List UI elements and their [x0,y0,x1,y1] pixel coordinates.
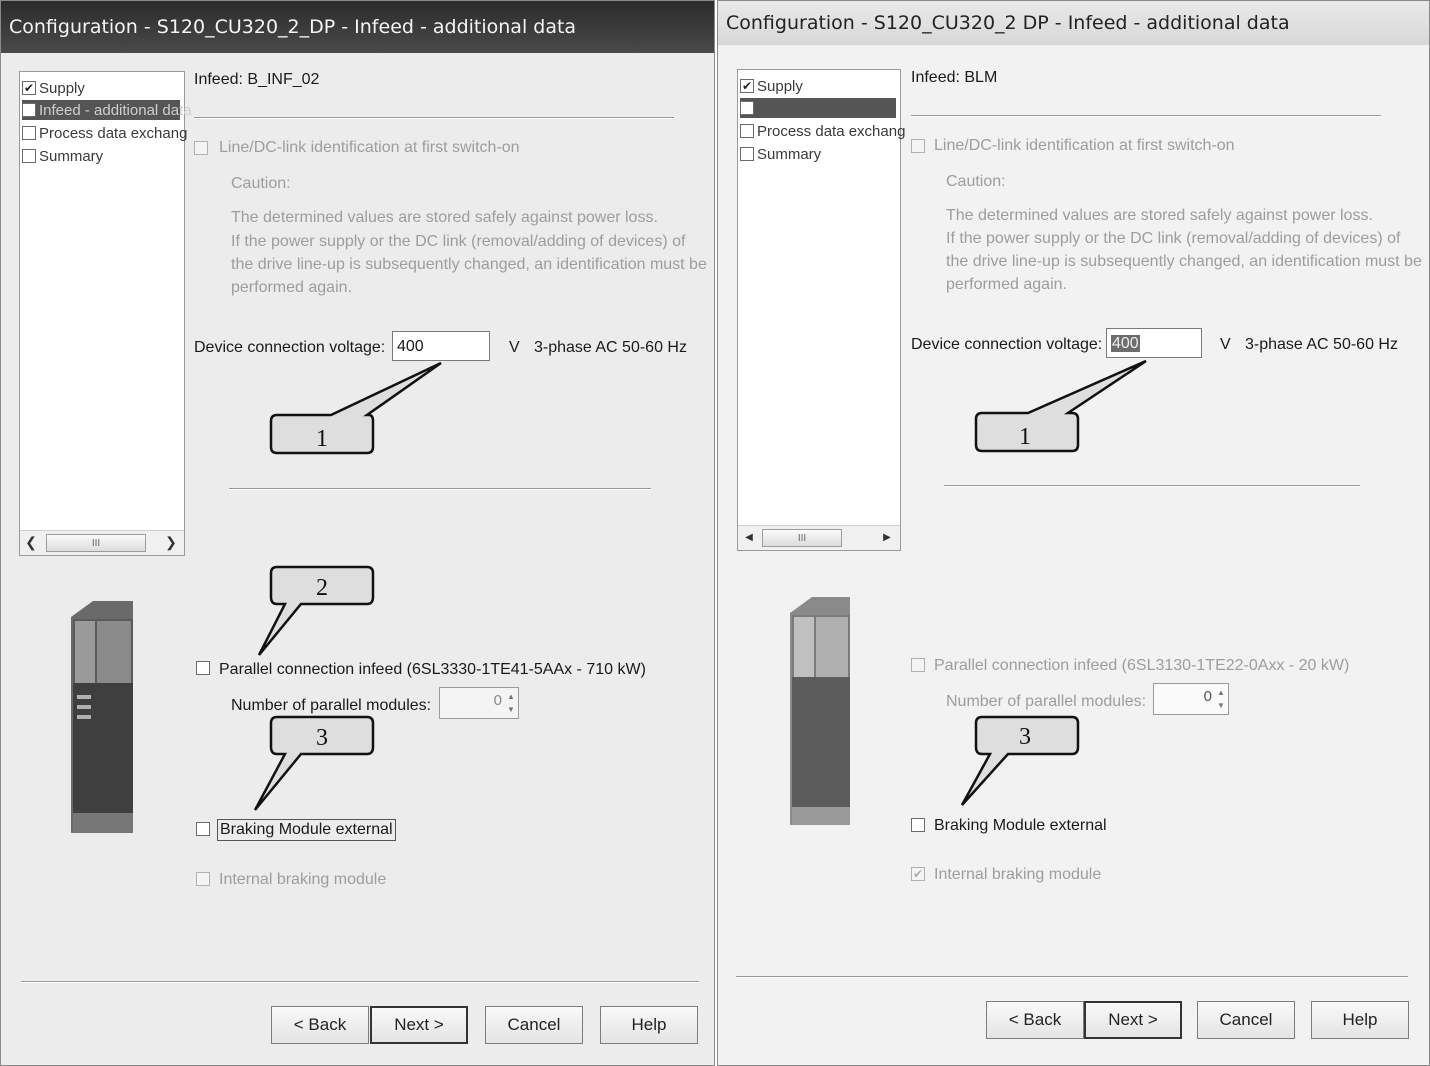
voltage-unit: V [509,339,520,356]
parallel-modules-label: Number of parallel modules: [231,697,432,714]
parallel-connection-label: Parallel connection infeed (6SL3330-1TE41-5AAx - 710 kW) [219,661,646,678]
infeed-name-label: Infeed: B_INF_02 [194,71,320,88]
next-button[interactable]: Next > [370,1006,468,1044]
braking-module-external-checkbox[interactable] [911,818,925,832]
internal-braking-label: Internal braking module [934,866,1102,883]
caution-text-line: If the power supply or the DC link (removal/adding of devices) of [231,233,686,250]
infeed-name-label: Infeed: BLM [911,69,998,86]
parallel-modules-spinner[interactable] [1153,683,1229,715]
callout-number: 2 [316,575,328,601]
callout-overlay [718,1,1430,1066]
divider [21,981,699,982]
caution-text-line: the drive line-up is subsequently changed, an identification must be [946,253,1422,270]
callout-1 [976,361,1146,451]
callout-overlay [1,1,715,1066]
divider [736,976,1408,977]
caution-text-line: the drive line-up is subsequently changed, an identification must be [231,256,707,273]
tree-item-label: Process data exchang [39,124,188,142]
voltage-unit: V [1220,336,1231,353]
tree-item-label: Summary [39,147,104,165]
caution-label: Caution: [946,173,1006,190]
parallel-connection-label: Parallel connection infeed (6SL3130-1TE22-0Axx - 20 kW) [934,657,1350,674]
cancel-button[interactable]: Cancel [485,1006,583,1044]
scroll-left-icon[interactable]: ◀ [745,531,753,543]
callout-number: 3 [1019,724,1031,750]
checkbox-supply[interactable]: ✔ [23,81,35,95]
callout-number: 3 [316,725,328,751]
parallel-connection-checkbox[interactable] [911,658,925,672]
callout-number: 1 [1019,424,1031,450]
config-dialog-right [717,0,1430,1066]
parallel-modules-spinner[interactable] [439,687,519,719]
caution-label: Caution: [231,175,291,192]
window-title: Configuration - S120_CU320_2 DP - Infeed - additional data [726,12,1290,34]
help-button[interactable]: Help [1311,1001,1409,1039]
infeed-module-image [63,597,137,841]
internal-braking-label: Internal braking module [219,871,387,888]
help-button[interactable]: Help [600,1006,698,1044]
braking-module-external-checkbox[interactable] [196,822,210,836]
scroll-left-icon[interactable]: ❮ [25,533,37,550]
callout-number: 1 [316,426,328,452]
internal-braking-checkbox[interactable]: ✔ [912,867,924,881]
scroll-thumb[interactable]: III [46,534,146,552]
spin-down-icon[interactable]: ▼ [1217,700,1225,710]
checkbox-supply[interactable]: ✔ [741,79,753,93]
tree-item-label: Process data exchang [757,122,906,140]
voltage-label: Device connection voltage: [194,339,386,356]
tree-item-label: Summary [757,145,822,163]
parallel-modules-label: Number of parallel modules: [946,693,1147,710]
spin-up-icon[interactable]: ▲ [1217,687,1225,697]
tree-item-label: Supply [39,79,85,97]
scroll-thumb[interactable]: III [762,529,842,547]
caution-text-line: If the power supply or the DC link (removal/adding of devices) of [946,230,1401,247]
callout-3 [255,717,373,810]
back-button[interactable]: < Back [271,1006,369,1044]
callout-3 [962,717,1078,805]
voltage-description: 3-phase AC 50-60 Hz [1245,336,1398,353]
voltage-input[interactable]: 400 [392,331,490,361]
back-button[interactable]: < Back [986,1001,1084,1039]
callout-1 [271,363,441,453]
voltage-label: Device connection voltage: [911,336,1103,353]
spin-down-icon[interactable]: ▼ [507,704,515,714]
cancel-button[interactable]: Cancel [1197,1001,1295,1039]
caution-text-line: performed again. [231,279,352,296]
line-dc-identification-label: Line/DC-link identification at first switch-on [934,137,1235,154]
spinner-value: 0 [1203,688,1212,705]
window-title: Configuration - S120_CU320_2_DP - Infeed - additional data [9,16,577,38]
braking-module-external-label: Braking Module external [934,817,1107,834]
tree-item-label: Supply [757,77,803,95]
voltage-value-selected: 400 [1112,335,1139,352]
caution-text-line: performed again. [946,276,1067,293]
braking-module-external-label: Braking Module external [217,819,396,841]
internal-braking-checkbox[interactable] [196,872,210,886]
next-button[interactable]: Next > [1084,1001,1182,1039]
infeed-module-image [784,593,854,833]
caution-text-line: The determined values are stored safely against power loss. [946,207,1373,224]
scroll-right-icon[interactable]: ▶ [883,531,891,543]
spin-up-icon[interactable]: ▲ [507,691,515,701]
line-dc-identification-label: Line/DC-link identification at first switch-on [219,139,520,156]
scroll-right-icon[interactable]: ❯ [165,533,177,550]
voltage-description: 3-phase AC 50-60 Hz [534,339,687,356]
callout-2 [259,567,373,655]
parallel-connection-checkbox[interactable] [196,661,210,675]
tree-item-label: Infeed - additional data [39,101,192,119]
spinner-value: 0 [493,692,502,709]
caution-text-line: The determined values are stored safely against power loss. [231,209,658,226]
